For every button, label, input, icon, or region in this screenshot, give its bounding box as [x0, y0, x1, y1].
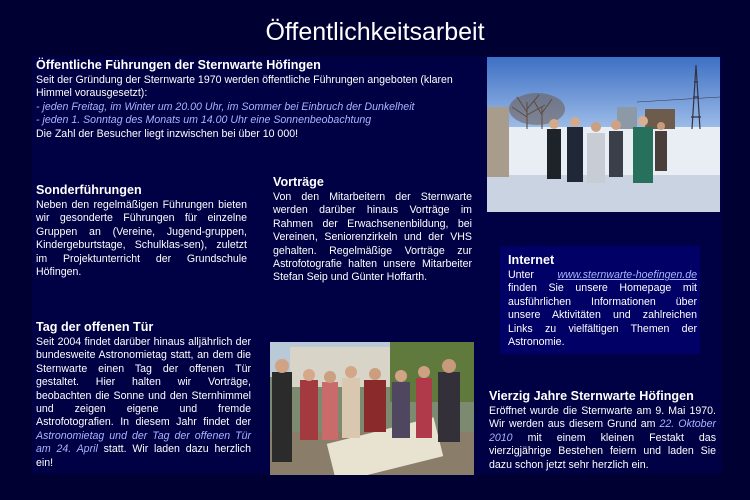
internet-text-body: finden Sie unsere Homepage mit ausführlichen Informationen über unsere Aktivitäten und zahlreichen Links zu vielfältigen Themen der Astronomie.: [508, 282, 697, 349]
slide-title: Öffentlichkeitsarbeit: [265, 18, 485, 46]
internet-heading: Internet: [508, 253, 555, 267]
forty-years-date: 22. Oktober 2010: [489, 418, 716, 444]
forty-years-text: [489, 405, 716, 472]
internet-text: [508, 269, 697, 349]
lectures-heading: Vorträge: [273, 175, 324, 189]
public-tours-item-sunday: - jeden 1. Sonntag des Monats um 14.00 Uhr eine Sonnenbeobachtung: [36, 114, 372, 127]
open-day-heading: Tag der offenen Tür: [36, 320, 154, 334]
open-day-date: Astronomietag und der Tag der offenen Tür am 24. April: [36, 429, 251, 456]
forty-years-heading: Vierzig Jahre Sternwarte Höfingen: [489, 389, 694, 403]
section-internet: [508, 253, 697, 349]
forty-years-text-2: mit einem kleinen Festakt das vierzigjährige Bestehen feiern und laden Sie dazu schon jetzt sehr herzlich ein.: [489, 431, 716, 471]
public-tours-outro: Die Zahl der Besucher liegt inzwischen bei über 10 000!: [36, 127, 299, 140]
public-tours-intro: Seit der Gründung der Sternwarte 1970 werden öffentliche Führungen angeboten (klaren Himmel vorausgesetzt):: [36, 74, 453, 100]
forty-years-text-1: Eröffnet wurde die Sternwarte am 9. Mai 1970. Wir werden aus diesem Grund am: [489, 405, 716, 431]
internet-prefix: Unter: [508, 269, 558, 281]
section-lectures: [273, 175, 472, 285]
public-tours-heading: Öffentliche Führungen der Sternwarte Höfingen: [36, 58, 321, 72]
section-special-tours: [36, 183, 247, 279]
open-day-text-1: Seit 2004 findet darüber hinaus alljährlich der bundesweite Astronomietag statt, an dem die Sternwarte einen Tag der offenen Tür gestaltet. Hier halten wir Vorträge, beobachten die Sonne und den Sternhimmel und zeigen eigene und fremde Astrofotografien. In diesem Jahr findet der: [36, 336, 251, 429]
section-open-day: [36, 320, 251, 470]
open-day-text-2: statt. Wir laden dazu herzlich ein!: [36, 443, 251, 469]
special-tours-text: Neben den regelmäßigen Führungen bieten wir gesonderte Führungen für einzelne Gruppen an (Vereine, Jugend-gruppen, Kindergeburtstage, Schulklas-sen), zuletzt im Projektunterricht der Grundschule Höfingen.: [36, 199, 247, 279]
section-forty-years: [489, 389, 716, 472]
public-tours-item-friday: - jeden Freitag, im Winter um 20.00 Uhr, im Sommer bei Einbruch der Dunkelheit: [36, 100, 415, 113]
photo-winter-observation: [487, 57, 720, 212]
lectures-text: Von den Mitarbeitern der Sternwarte werden darüber hinaus Vorträge im Rahmen der Erwachsenenbildung, bei Vereinen, Seniorenzirkeln und der VHS gehalten. Regelmäßige Vorträge zur Astrofotografie halten unsere Mitarbeiter Stefan Seip und Günter Hoffarth.: [273, 191, 472, 284]
open-day-photo-illustration: [270, 342, 474, 475]
open-day-text: [36, 336, 251, 470]
photo-open-day: [270, 342, 474, 475]
homepage-link[interactable]: www.sternwarte-hoefingen.de: [557, 269, 697, 281]
special-tours-heading: Sonderführungen: [36, 183, 142, 197]
winter-photo-illustration: [487, 57, 720, 212]
section-public-tours: [36, 58, 476, 141]
